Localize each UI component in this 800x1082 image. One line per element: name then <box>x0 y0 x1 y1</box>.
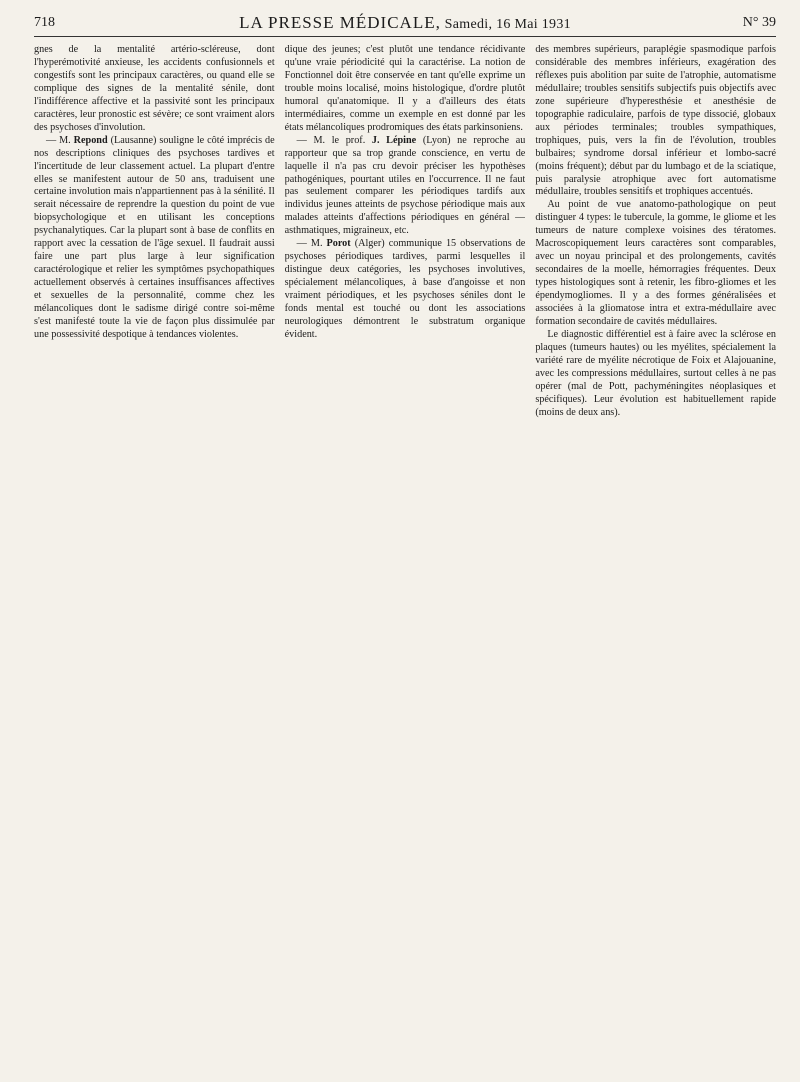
speaker-name: J. Lépine <box>371 134 417 146</box>
column-1 <box>34 44 275 1074</box>
speaker-name: Porot <box>326 238 351 250</box>
paragraph: dique des jeunes; c'est plutôt une tendance récidivante qu'une vraie périodicité qui la caractérise. La notion de Fonctionnel doit être conservée en tant qu'elle exprime un trouble moins localisé, moins histologique, d'ordre plutôt humoral qu'anatomique. Il y a d'ailleurs des états intermédiaires, comme un exemple en est donné par les états mélancoliques prodromiques des états parkinsoniens. <box>284 44 526 133</box>
paragraph: gnes de la mentalité artério-scléreuse, dont l'hyperémotivité anxieuse, les accidents confusionnels et congestifs sont les principaux caractères, ou quand elle se complique des signes de la mentalité sénile, dont l'indifférence affective et la passivité sont les principaux caractères, leur pronostic est sévère; ce sont vraiment alors des psychoses d'involution. <box>34 44 275 133</box>
paragraph-text: (Lyon) ne reproche au rapporteur que sa trop grande conscience, en vertu de laquelle il n'a pas cru devoir préciser les hypothèses pathogéniques, pourtant utiles en l'occurrence. Il ne faut pas seulement comparer les périodiques tardifs aux individus jeunes atteints de psychose périodique mais aux malades atteints d'affections périodiques en général — asthmatiques, migraineux, etc. <box>284 134 526 237</box>
paragraph: Au point de vue anatomo-pathologique on peut distinguer 4 types: le tubercule, la gomme, le gliome et les tumeurs de nature complexe voisines des tératomes. Macroscopiquement leurs caractères sont comparables, avec un noyau principal et des prolongements, cavités secondaires de la moelle, hémorragies fréquentes. Deux types histologiques sont à retenir, les fibro-gliomes et les épendymogliomes. Il y a des formes généralisées et associées à la gliomatose intra et extra-médullaire avec formation secondaire de cavités médullaires. <box>535 199 776 328</box>
journal-title: LA PRESSE MÉDICALE, <box>239 13 441 32</box>
paragraph: Le diagnostic différentiel est à faire avec la sclérose en plaques (tumeurs hautes) ou les myélites, spécialement la variété rare de myélite nécrotique de Foix et Alajouanine, avec les compressions médullaires, surtout celles à ne pas opérer (mal de Pott, pachyméningites néoplasiques et spécifiques). Leur évolution est habituellement rapide (moins de deux ans). <box>535 328 776 418</box>
article-columns <box>34 44 776 1074</box>
paragraph: — M. Repond (Lausanne) souligne le côté imprécis de nos descriptions cliniques des psychoses tardives et l'incertitude de leur classement actuel. La plupart d'entre elles se manifestent autour de 50 ans, traduisent une certaine involution mais n'appartiennent pas à la sénilité. Il serait nécessaire de reprendre la question du point de vue biopsychologique et en utilisant les conceptions psychanalytiques. Car la plupart sont à base de conflits en rapport avec la cessation de l'âge sexuel. Il faudrait aussi faire une part plus large à leur signification caractérologique et relier les symptômes psychopathiques actuellement observés à certaines insuffisances affectives et sexuelles de la personnalité, comme chez les mélancoliques dont le sadisme dirigé contre soi-même s'est manifesté toute la vie de façon plus dissimulée par une possessivité despotique à tendances violentes. <box>34 134 275 340</box>
paragraph-text: (Alger) communique 15 observations de psychoses périodiques tardives, parmi lesquelles il distingue deux catégories, les psychoses involutives, spécialement mélancoliques, à base d'angoisse et non vraiment périodiques, et les psychoses séniles dont le fonds mental est touché ou dont les associations neurologiques démontrent le substratum organique évident. <box>284 238 526 340</box>
issue-date: Samedi, 16 Mai 1931 <box>444 17 571 32</box>
running-head <box>94 13 716 33</box>
speaker-name: Repond <box>73 134 108 146</box>
column-3 <box>535 44 776 1074</box>
issue-number: N° 39 <box>742 15 776 30</box>
page-header <box>34 10 776 37</box>
paragraph-text: (Lausanne) souligne le côté imprécis de nos descriptions cliniques des psychoses tardives et l'incertitude de leur classement actuel. La plupart d'entre elles se manifestent autour de 50 ans, traduisent une certaine involution mais n'appartiennent pas à la sénilité. Il serait nécessaire de reprendre la question du point de vue biopsychologique et en utilisant les conceptions psychanalytiques. Car la plupart sont à base de conflits en rapport avec la cessation de l'âge sexuel. Il faudrait aussi faire une part plus large à leur signification caractérologique et relier les symptômes psychopathiques actuellement observés à certaines insuffisances affectives et sexuelles de la personnalité, comme chez les mélancoliques dont le sadisme dirigé contre soi-même s'est manifesté toute la vie de façon plus dissimulée par une possessivité despotique à tendances violentes. <box>34 134 275 340</box>
column-2 <box>285 44 526 1074</box>
paragraph: des membres supérieurs, paraplégie spasmodique parfois considérable des membres inférieurs, exagération des réflexes puis abolition par suite de l'atrophie, automatisme médullaire; troubles sensitifs subjectifs puis objectifs avec zone supérieure d'hyperesthésie et anesthésie de topographie radiculaire, parfois de type dissocié, globaux aux périodes terminales; troubles sympathiques, trophiques, puis, vers la fin de l'évolution, troubles bulbaires; syndrome dorsal inférieur et lombo-sacré (moins fréquent); début par du lumbago et de la sciatique, puis paralysie atrophique avec fort automatisme médullaire, troubles sensitifs et trophiques accentués. <box>535 44 776 198</box>
paragraph: — M. le prof. J. Lépine (Lyon) ne reproche au rapporteur que sa trop grande conscience, en vertu de laquelle il n'a pas cru devoir préciser les hypothèses pathogéniques, pourtant utiles en l'occurrence. Il ne faut pas seulement comparer les périodiques tardifs aux individus jeunes atteints de psychose périodique mais aux malades atteints d'affections périodiques en général — asthmatiques, migraineux, etc. <box>284 134 526 237</box>
paragraph: — M. Porot (Alger) communique 15 observations de psychoses périodiques tardives, parmi lesquelles il distingue deux catégories, les psychoses involutives, spécialement mélancoliques, à base d'angoisse et non vraiment périodiques, et les psychoses séniles dont le fonds mental est touché ou dont les associations neurologiques démontrent le substratum organique évident. <box>284 238 526 340</box>
page-number: 718 <box>34 15 55 30</box>
